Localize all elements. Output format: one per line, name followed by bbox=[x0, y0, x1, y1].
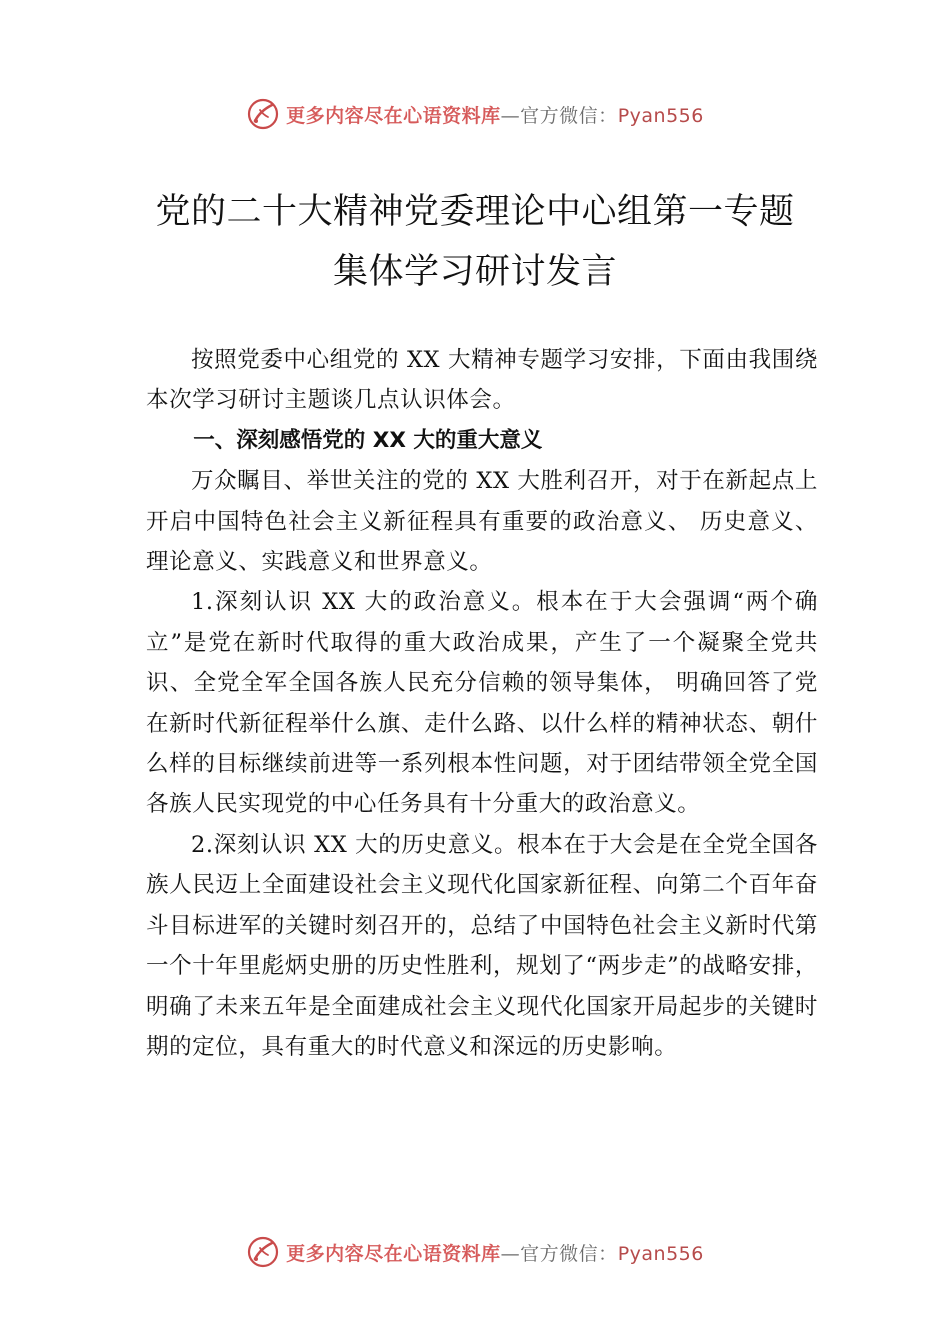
banner-wechat-id: Pyan556 bbox=[617, 104, 704, 127]
banner-text-footer bbox=[286, 1239, 704, 1266]
document-body bbox=[146, 340, 818, 1067]
paragraph-2: 1.深刻认识 XX 大的政治意义。根本在于大会强调“两个确立”是党在新时代取得的重大政治成果，产生了一个凝聚全党共识、全党全军全国各族人民充分信赖的领导集体， 明确回答了党在新时代新征程举什么旗、走什么路、以什么样的精神状态、朝什么样的目标继续前进等一系列根本性问题，对于团结带领全党全国各族人民实现党的中心任务具有十分重大的政治意义。 bbox=[146, 589, 818, 818]
banner-dash: — bbox=[500, 1242, 521, 1265]
title-line-1: 党的二十大精神党委理论中心组第一专题 bbox=[155, 192, 795, 232]
paragraph-1: 万众瞩目、举世关注的党的 XX 大胜利召开，对于在新起点上开启中国特色社会主义新征程具有重要的政治意义、 历史意义、理论意义、实践意义和世界意义。 bbox=[146, 468, 818, 576]
banner-dash: — bbox=[500, 104, 521, 127]
pen-logo-icon bbox=[246, 97, 280, 131]
intro-paragraph: 按照党委中心组党的 XX 大精神专题学习安排，下面由我围绕本次学习研讨主题谈几点认识体会。 bbox=[146, 347, 818, 414]
document-title bbox=[0, 182, 950, 302]
banner-content bbox=[246, 97, 704, 131]
banner-text bbox=[286, 101, 704, 128]
paragraph-3: 2.深刻认识 XX 大的历史意义。根本在于大会是在全党全国各族人民迈上全面建设社会主义现代化国家新征程、向第二个百年奋斗目标进军的关键时刻召开的，总结了中国特色社会主义新时代第一个十年里彪炳史册的历史性胜利，规划了“两步走”的战略安排，明确了未来五年是全面建成社会主义现代化国家开局起步的关键时期的定位，具有重大的时代意义和深远的历史影响。 bbox=[146, 831, 818, 1060]
banner-content-footer bbox=[246, 1235, 704, 1269]
banner-red-text: 更多内容尽在心语资料库 bbox=[286, 104, 501, 127]
banner-red-text: 更多内容尽在心语资料库 bbox=[286, 1242, 501, 1265]
title-line-2: 集体学习研讨发言 bbox=[332, 252, 617, 292]
banner-wechat-id: Pyan556 bbox=[617, 1242, 704, 1265]
banner-wechat-label: 官方微信： bbox=[520, 1242, 618, 1265]
section-heading-1: 一、深刻感悟党的 XX 大的重大意义 bbox=[193, 427, 543, 453]
pen-logo-icon bbox=[246, 1235, 280, 1269]
footer-banner bbox=[0, 1232, 950, 1272]
banner-wechat-label: 官方微信： bbox=[520, 104, 618, 127]
header-banner bbox=[0, 94, 950, 134]
